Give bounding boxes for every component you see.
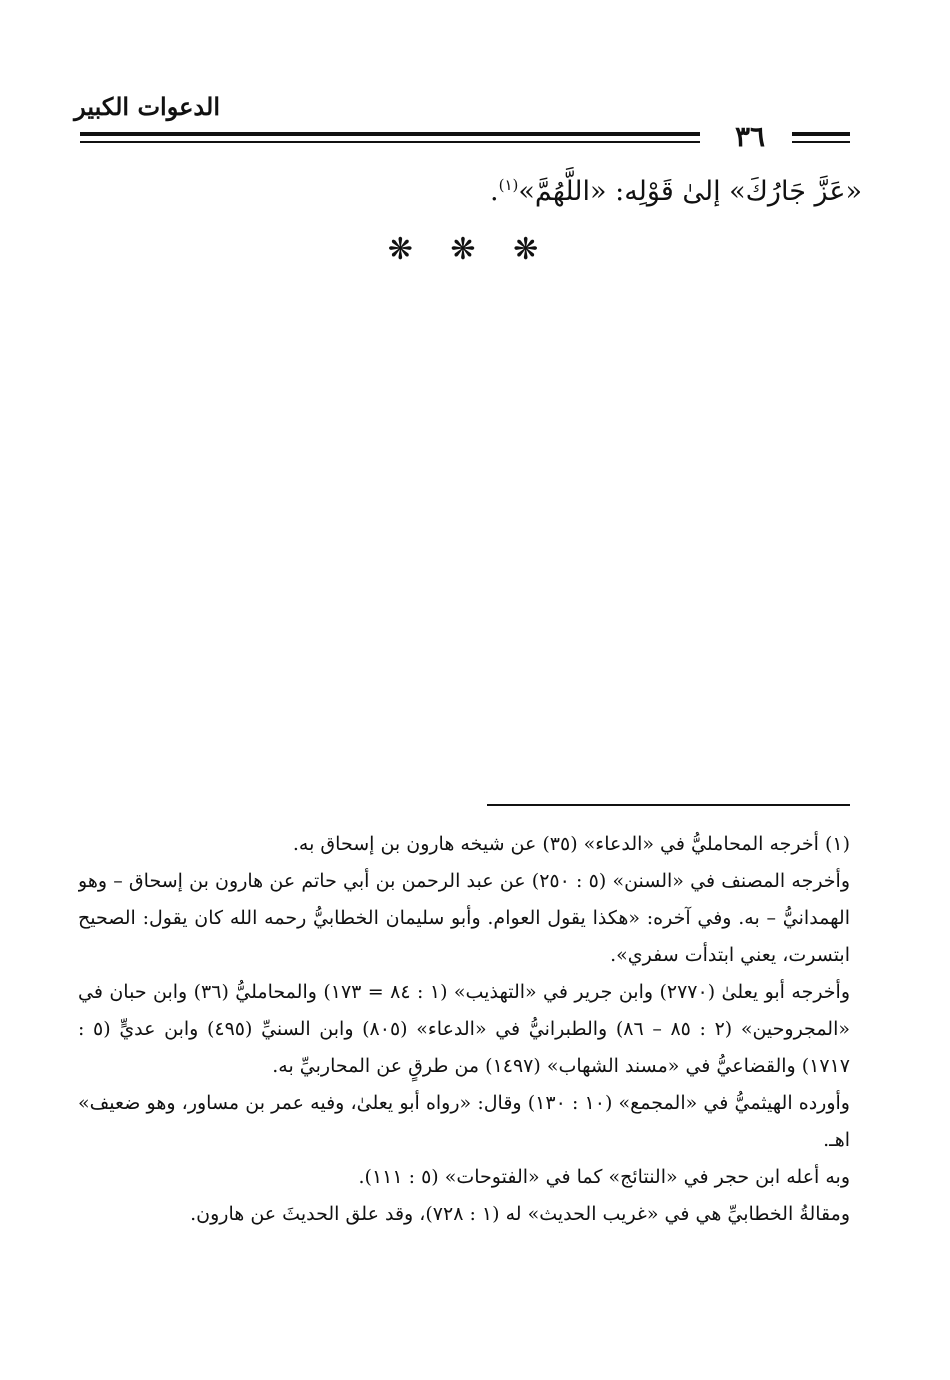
header-rule-thin <box>80 141 700 143</box>
page-number: ٣٦ <box>734 120 766 153</box>
footnote-divider <box>487 804 850 806</box>
running-title: الدعوات الكبير <box>74 92 220 121</box>
header-rule-thin-right <box>792 141 850 143</box>
footnote-paragraph: وبه أعله ابن حجر في «النتائج» كما في «الفتوحات» (٥ : ١١١). <box>358 1166 850 1188</box>
header-rule-thick <box>80 132 700 136</box>
main-text: «عَزَّ جَارُكَ» إلىٰ قَوْلِه: «اللَّهُمَّ» <box>518 176 862 207</box>
main-text-line <box>82 172 862 212</box>
footnote-paragraph: وأخرجه أبو يعلىٰ (٢٧٧٠) وابن جرير في «التهذيب» (١ : ٨٤ = ١٧٣) والمحامليُّ (٣٦) وابن حبان في «المجروحين» (٢ : ٨٥ – ٨٦) والطبرانيُّ في «الدعاء» (٨٠٥) وابن السنيِّ (٤٩٥) وابن عديٍّ (٥ : ١٧١٧) والقضاعيُّ في «مسند الشهاب» (١٤٩٧) من طرقٍ عن المحاربيِّ به. <box>78 981 850 1077</box>
footnote-paragraph: وأخرجه المصنف في «السنن» (٥ : ٢٥٠) عن عبد الرحمن بن أبي حاتم عن هارون بن إسحاق – وهو الهمدانيُّ – به. وفي آخره: «هكذا يقول العوام. وأبو سليمان الخطابيُّ رحمه الله كان يقول: الصحيح ابتسرت، يعني ابتدأت سفري». <box>78 870 850 966</box>
footnote-paragraph: (١) أخرجه المحامليُّ في «الدعاء» (٣٥) عن شيخه هارون بن إسحاق به. <box>292 833 850 855</box>
footnote-reference: (١) <box>498 176 519 194</box>
footnote-paragraph: ومقالةُ الخطابيِّ هي في «غريب الحديث» له (١ : ٧٢٨)، وقد علق الحديثَ عن هارون. <box>190 1203 850 1225</box>
footnote-paragraph: وأورده الهيثميُّ في «المجمع» (١٠ : ١٣٠) وقال: «رواه أبو يعلىٰ، وفيه عمر بن مساور، وهو ضعيف» اهـ. <box>78 1092 850 1151</box>
header-rule-thick-right <box>792 132 850 136</box>
section-separator: ❋ ❋ ❋ <box>387 232 553 267</box>
main-text-end: . <box>490 176 499 207</box>
footnotes-block <box>78 826 850 1233</box>
